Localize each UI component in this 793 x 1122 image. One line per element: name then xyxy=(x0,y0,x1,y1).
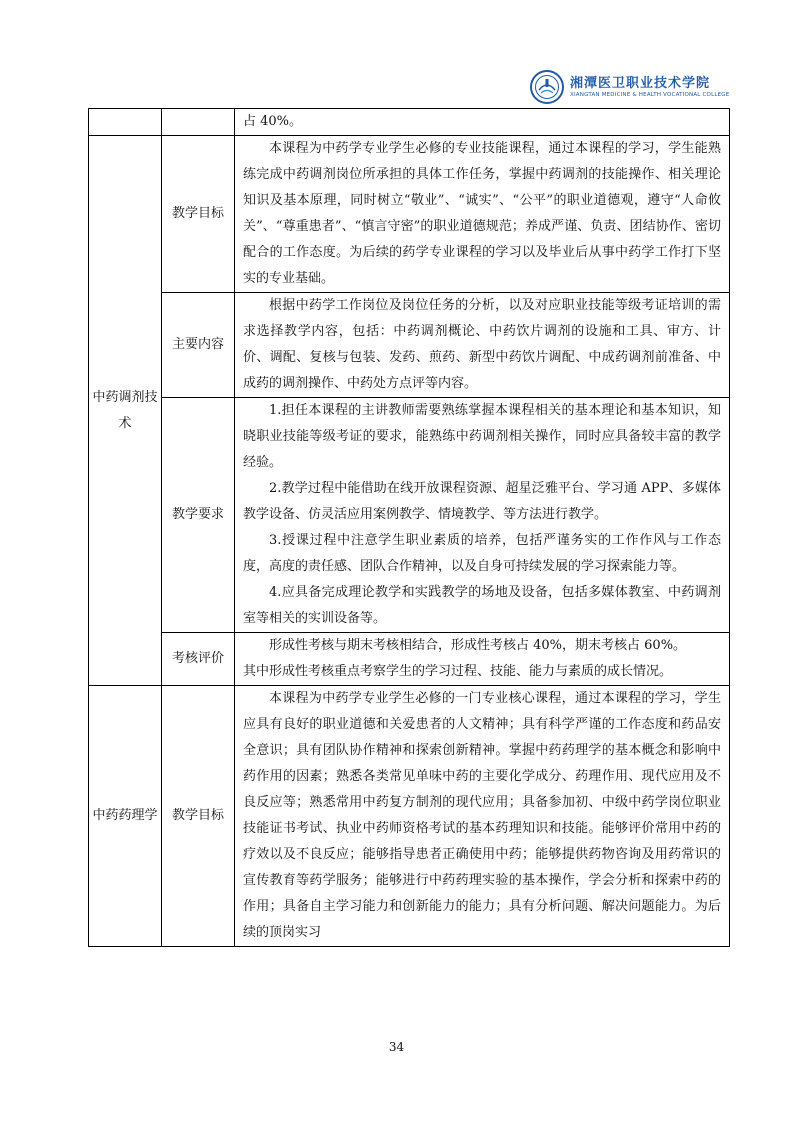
course-table xyxy=(88,108,730,947)
section-content-cell xyxy=(235,293,730,398)
section-content-cell xyxy=(235,398,730,633)
table-row xyxy=(89,109,730,136)
paragraph: 其中形成性考核重点考察学生的学习过程、技能、能力与素质的成长情况。 xyxy=(243,664,673,679)
paragraph: 形成性考核与期末考核相结合，形成性考核占 40%，期末考核占 60%。 xyxy=(269,638,687,653)
section-label-cell xyxy=(162,136,235,293)
paragraph: 根据中药学工作岗位及岗位任务的分析，以及对应职业技能等级考证培训的需求选择教学内容，包括：中药调剂概论、中药饮片调剂的设施和工具、审方、计价、调配、复核与包装、发药、煎药、新型中药饮片调配、中成药调剂前准备、中成药的调剂操作、中药处方点评等内容。 xyxy=(243,298,721,391)
section-content-cell xyxy=(235,109,730,136)
paragraph: 占 40%。 xyxy=(243,114,303,129)
section-label-cell xyxy=(162,686,235,947)
paragraph: 3.授课过程中注意学生职业素质的培养，包括严谨务实的工作作风与工作态度，高度的责任感、团队合作精神，以及自身可持续发展的学习探索能力等。 xyxy=(243,533,721,574)
paragraph: 1.担任本课程的主讲教师需要熟练掌握本课程相关的基本理论和基本知识，知晓职业技能等级考证的要求，能熟练中药调剂相关操作，同时应具备较丰富的教学经验。 xyxy=(243,403,721,470)
course-name: 中药调剂技术 xyxy=(92,389,158,431)
course-name-cell xyxy=(89,686,162,947)
course-name-cell xyxy=(89,109,162,136)
paragraph: 本课程为中药学专业学生必修的一门专业核心课程，通过本课程的学习，学生应具有良好的职业道德和关爱患者的人文精神；具有科学严谨的工作态度和药品安全意识；具有团队协作精神和探索创新精神。掌握中药药理学的基本概念和影响中药作用的因素；熟悉各类常见单味中药的主要化学成分、药理作用、现代应用及不良反应等；熟悉常用中药复方制剂的现代应用；具备参加初、中级中药学岗位职业技能证书考试、执业中药师资格考试的基本药理知识和技能。能够评价常用中药的疗效以及不良反应；能够指导患者正确使用中药；能够提供药物咨询及用药常识的宣传教育等药学服务；能够进行中药药理实验的基本操作，学会分析和探索中药的作用；具备自主学习能力和创新能力的能力；具有分析问题、解决问题能力。为后续的顶岗实习 xyxy=(243,691,721,940)
table-row xyxy=(89,136,730,293)
paragraph: 本课程为中药学专业学生必修的专业技能课程，通过本课程的学习，学生能熟练完成中药调剂岗位所承担的具体工作任务，掌握中药调剂的技能操作、相关理论知识及基本原理，同时树立“敬业”、“诚实”、“公平”的职业道德观，遵守“人命攸关”、“尊重患者”、“慎言守密”的职业道德规范；养成严谨、负责、团结协作、密切配合的工作态度。为后续的药学专业课程的学习以及毕业后从事中药学工作打下坚实的专业基础。 xyxy=(243,141,721,286)
section-label-cell xyxy=(162,293,235,398)
college-logo-icon xyxy=(530,70,564,104)
section-content-cell xyxy=(235,686,730,947)
section-label: 教学目标 xyxy=(171,206,224,221)
course-name: 中药药理学 xyxy=(92,808,158,823)
paragraph: 4.应具备完成理论教学和实践教学的场地及设备，包括多媒体教室、中药调剂室等相关的实训设备等。 xyxy=(243,585,721,626)
table-row xyxy=(89,293,730,398)
college-name: 湘潭医卫职业技术学院 xyxy=(570,76,711,91)
section-content-cell xyxy=(235,633,730,686)
paragraph: 2.教学过程中能借助在线开放课程资源、超星泛雅平台、学习通 APP、多媒体教学设备、仿灵活应用案例教学、情境教学、等方法进行教学。 xyxy=(243,481,721,522)
table-row xyxy=(89,633,730,686)
section-label-cell xyxy=(162,633,235,686)
section-label-cell xyxy=(162,109,235,136)
section-label: 教学目标 xyxy=(171,808,224,823)
page-number: 34 xyxy=(388,1040,405,1054)
section-label: 教学要求 xyxy=(171,507,224,522)
section-label-cell xyxy=(162,398,235,633)
section-label: 考核评价 xyxy=(171,651,224,666)
section-content-cell xyxy=(235,136,730,293)
college-name-en: XIANGTAN MEDICINE & HEALTH VOCATIONAL COLLEGE xyxy=(570,92,730,98)
section-label: 主要内容 xyxy=(171,337,224,352)
course-name-cell xyxy=(89,136,162,686)
table-row xyxy=(89,686,730,947)
table-row xyxy=(89,398,730,633)
page-header xyxy=(530,68,730,108)
